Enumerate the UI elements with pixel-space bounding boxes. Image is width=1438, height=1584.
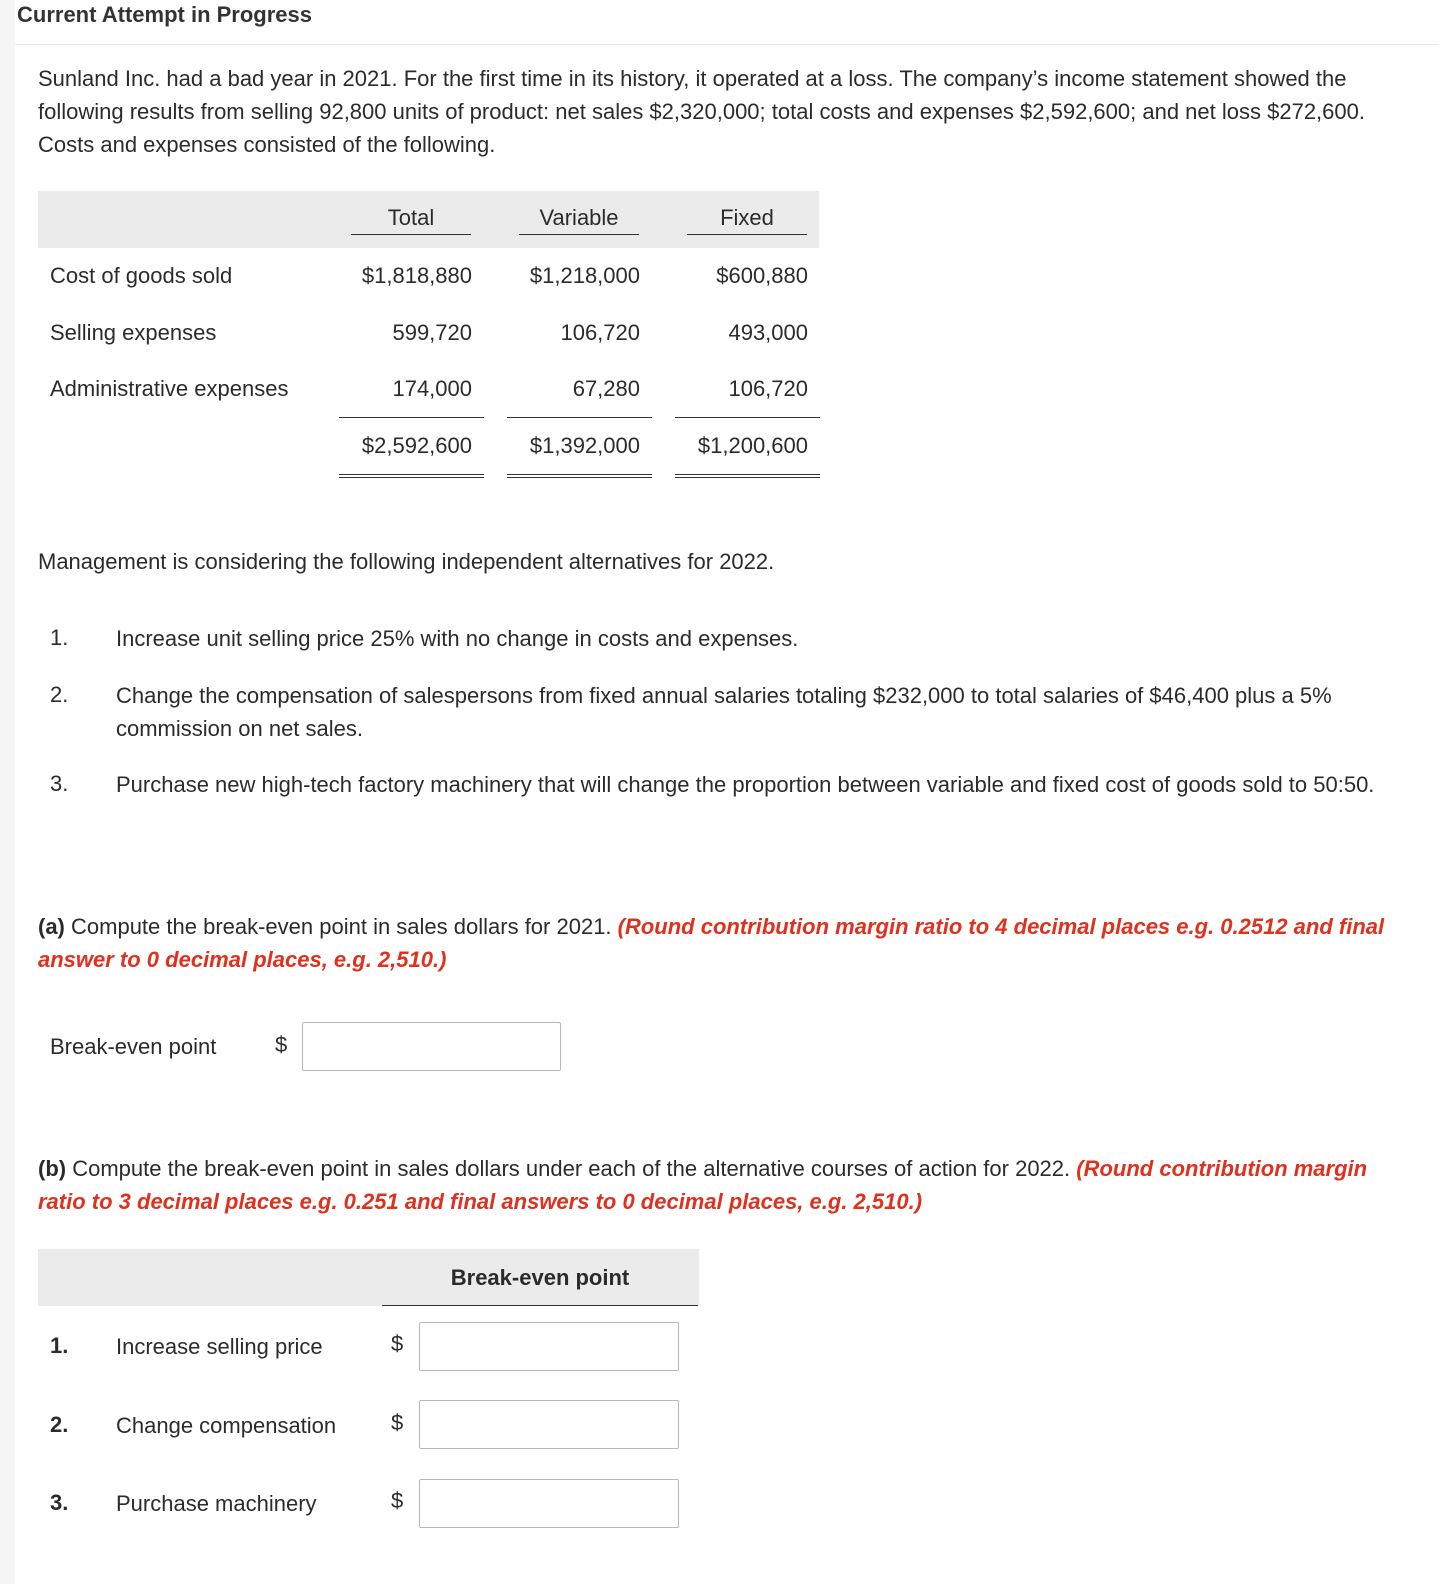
col-header-variable: Variable [539, 205, 619, 230]
cell-cogs-fixed: $600,880 [716, 263, 808, 288]
col-header-underline [351, 234, 471, 235]
cell-variable-total: $1,392,000 [529, 433, 640, 458]
part-b-question [38, 1152, 1413, 1218]
left-gutter [0, 0, 15, 1584]
cell-selling-fixed: 493,000 [728, 320, 808, 345]
alt-text: Purchase new high-tech factory machinery that will change the proportion between variable and fixed cost of goods sold to 50:50. [116, 772, 1375, 797]
subtotal-underline [507, 417, 652, 418]
row-number: 3. [50, 1490, 69, 1515]
cell-admin-fixed: 106,720 [728, 376, 808, 401]
row-number: 1. [50, 1333, 69, 1358]
break-even-input-increase-price[interactable] [419, 1322, 679, 1371]
attempt-title: Current Attempt in Progress [17, 2, 313, 27]
row-label-admin: Administrative expenses [50, 376, 289, 401]
alt-text: Increase unit selling price 25% with no change in costs and expenses. [116, 626, 799, 651]
cell-fixed-total: $1,200,600 [697, 433, 808, 458]
break-even-column-header: Break-even point [450, 1265, 630, 1290]
cost-table-header [38, 191, 819, 248]
management-text: Management is considering the following independent alternatives for 2022. [38, 549, 775, 574]
total-double-underline [339, 474, 484, 478]
subtotal-underline [339, 417, 484, 418]
cell-admin-total: 174,000 [392, 376, 472, 401]
part-a-text: Compute the break-even point in sales dollars for 2021. [64, 914, 618, 939]
break-even-input-change-compensation[interactable] [419, 1400, 679, 1449]
attempt-header [15, 0, 1438, 45]
problem-intro: Sunland Inc. had a bad year in 2021. For the first time in its history, it operated at a loss. The company’s income statement showed the following results from selling 92,800 units of product: net sales $2,320,000; total costs and expenses $2,592,600; and net loss $272,600. Costs and expenses consisted of the following. [38, 66, 1365, 157]
row-label-purchase-machinery: Purchase machinery [116, 1491, 317, 1516]
part-b-instruction: (Round contribution margin ratio to 3 decimal places e.g. 0.251 and final answers to 0 decimal places, e.g. 2,510.) [38, 1156, 1368, 1214]
part-a-question [38, 910, 1413, 976]
currency-symbol: $ [391, 1488, 404, 1513]
part-a-label: (a) [38, 914, 65, 939]
total-double-underline [507, 474, 652, 478]
col-header-underline [519, 234, 639, 235]
alt-number: 3. [50, 771, 69, 796]
column-header-underline [382, 1305, 698, 1306]
break-even-label: Break-even point [50, 1034, 217, 1059]
subtotal-underline [675, 417, 820, 418]
col-header-fixed: Fixed [720, 205, 774, 230]
col-header-total: Total [387, 205, 435, 230]
row-label-increase-price: Increase selling price [116, 1334, 323, 1359]
break-even-input-2021[interactable] [302, 1022, 561, 1071]
currency-symbol: $ [275, 1032, 288, 1057]
row-label-cogs: Cost of goods sold [50, 263, 233, 288]
row-label-selling: Selling expenses [50, 320, 217, 345]
alt-text: Change the compensation of salespersons from fixed annual salaries totaling $232,000 to total salaries of $46,400 plus a 5% commission on net sales. [116, 683, 1332, 741]
part-b-text: Compute the break-even point in sales dollars under each of the alternative courses of action for 2022. [66, 1156, 1077, 1181]
currency-symbol: $ [391, 1331, 404, 1356]
part-b-label: (b) [38, 1156, 67, 1181]
total-double-underline [675, 474, 820, 478]
alt-number: 2. [50, 682, 69, 707]
row-number: 2. [50, 1412, 69, 1437]
part-a-instruction: (Round contribution margin ratio to 4 decimal places e.g. 0.2512 and final answer to 0 decimal places, e.g. 2,510.) [38, 914, 1385, 972]
cell-admin-variable: 67,280 [572, 376, 640, 401]
cell-grand-total: $2,592,600 [361, 433, 472, 458]
currency-symbol: $ [391, 1410, 404, 1435]
alt-number: 1. [50, 625, 69, 650]
break-even-input-purchase-machinery[interactable] [419, 1479, 679, 1528]
col-header-underline [687, 234, 807, 235]
cell-selling-total: 599,720 [392, 320, 472, 345]
cell-cogs-total: $1,818,880 [361, 263, 472, 288]
cell-selling-variable: 106,720 [560, 320, 640, 345]
row-label-change-compensation: Change compensation [116, 1413, 337, 1438]
cell-cogs-variable: $1,218,000 [529, 263, 640, 288]
